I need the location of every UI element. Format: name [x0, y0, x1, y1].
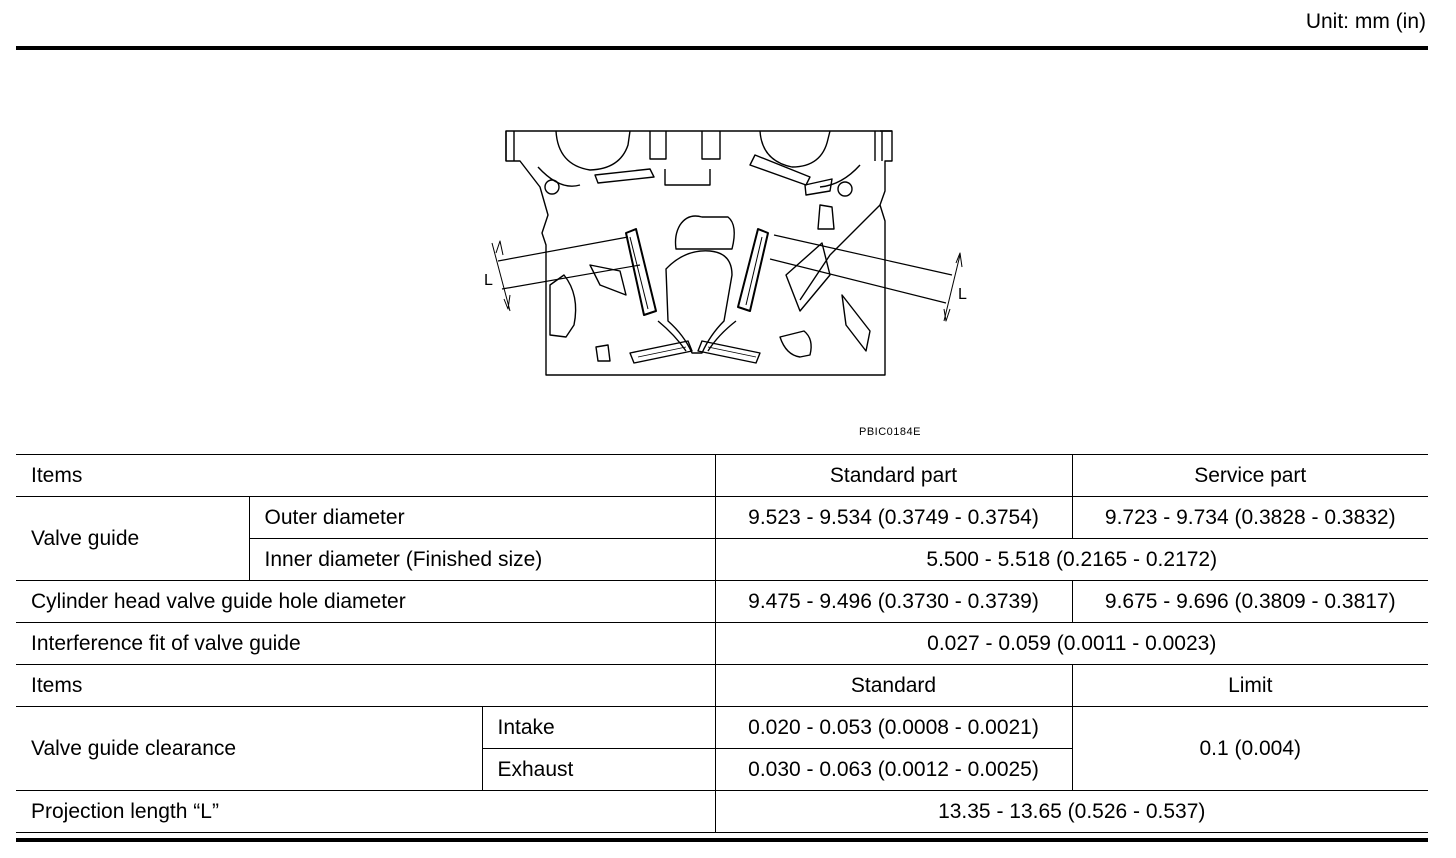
table-header-row — [16, 665, 1428, 707]
cylinder-head-drawing — [470, 125, 990, 387]
hole-diameter-label: Cylinder head valve guide hole diameter — [16, 581, 715, 623]
table-row — [16, 581, 1428, 623]
label-l-right: L — [958, 286, 967, 303]
inner-diameter-label: Inner diameter (Finished size) — [249, 539, 715, 581]
header2-limit: Limit — [1072, 665, 1428, 707]
table-row — [16, 497, 1428, 539]
valve-guide-clearance-label: Valve guide clearance — [16, 707, 482, 791]
interference-fit-value: 0.027 - 0.059 (0.0011 - 0.0023) — [715, 623, 1428, 665]
exhaust-clearance-value: 0.030 - 0.063 (0.0012 - 0.0025) — [715, 749, 1072, 791]
table-row — [16, 623, 1428, 665]
header2-standard: Standard — [715, 665, 1072, 707]
valve-guide-label: Valve guide — [16, 497, 249, 581]
inner-diameter-value: 5.500 - 5.518 (0.2165 - 0.2172) — [715, 539, 1428, 581]
table-row — [16, 707, 1428, 749]
table-row — [16, 791, 1428, 833]
bottom-rule — [16, 838, 1428, 842]
top-rule — [16, 46, 1428, 50]
exhaust-label: Exhaust — [482, 749, 715, 791]
clearance-limit-value: 0.1 (0.004) — [1072, 707, 1428, 791]
label-l-left: L — [484, 272, 493, 289]
outer-diameter-standard: 9.523 - 9.534 (0.3749 - 0.3754) — [715, 497, 1072, 539]
hole-diameter-standard: 9.475 - 9.496 (0.3730 - 0.3739) — [715, 581, 1072, 623]
unit-label: Unit: mm (in) — [1305, 10, 1426, 33]
intake-label: Intake — [482, 707, 715, 749]
header2-items: Items — [16, 665, 715, 707]
header-standard-part: Standard part — [715, 455, 1072, 497]
projection-length-label: Projection length “L” — [16, 791, 715, 833]
interference-fit-label: Interference fit of valve guide — [16, 623, 715, 665]
table-header-row — [16, 455, 1428, 497]
header-service-part: Service part — [1072, 455, 1428, 497]
valve-guide-spec-table — [16, 454, 1428, 833]
hole-diameter-service: 9.675 - 9.696 (0.3809 - 0.3817) — [1072, 581, 1428, 623]
intake-clearance-value: 0.020 - 0.053 (0.0008 - 0.0021) — [715, 707, 1072, 749]
outer-diameter-label: Outer diameter — [249, 497, 715, 539]
outer-diameter-service: 9.723 - 9.734 (0.3828 - 0.3832) — [1072, 497, 1428, 539]
header-items: Items — [16, 455, 715, 497]
projection-length-value: 13.35 - 13.65 (0.526 - 0.537) — [715, 791, 1428, 833]
figure-code: PBIC0184E — [859, 426, 921, 438]
cylinder-head-cross-section-figure — [470, 125, 990, 387]
